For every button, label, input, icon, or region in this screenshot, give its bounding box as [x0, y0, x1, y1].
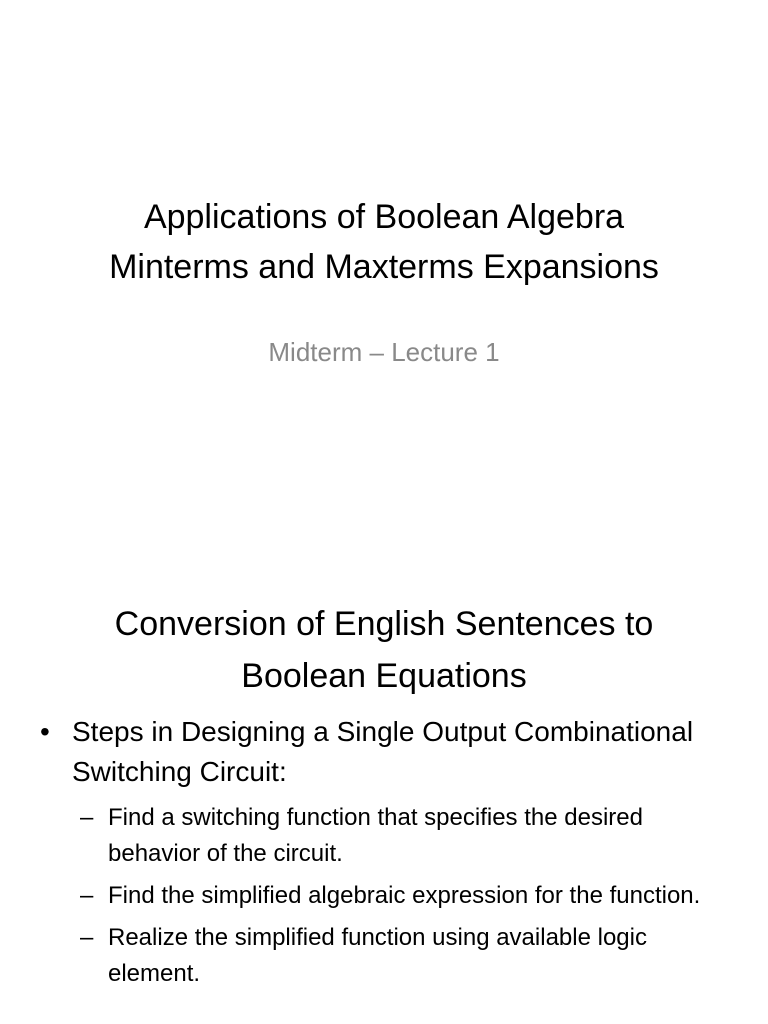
slide-title-heading [40, 192, 728, 292]
slide-content-heading [40, 598, 728, 702]
bullet-marker: • [40, 716, 50, 747]
slide-content [0, 576, 768, 1024]
slide-subtitle: Midterm – Lecture 1 [268, 337, 500, 367]
sub-bullet-text: Find the simplified algebraic expression for the function. [108, 882, 701, 909]
bullet-item [40, 712, 730, 792]
bullet-list [40, 712, 730, 998]
sub-bullet-text: Realize the simplified function using available logic element. [108, 924, 647, 987]
dash-marker: – [80, 924, 94, 951]
dash-marker: – [80, 882, 94, 909]
dash-marker: – [80, 804, 94, 831]
heading-line-2: Boolean Equations [241, 657, 527, 695]
sub-bullet-item [80, 800, 730, 872]
sub-bullet-text: Find a switching function that specifies the desired behavior of the circuit. [108, 804, 643, 867]
sub-bullet-list [40, 800, 730, 992]
sub-bullet-item [80, 920, 730, 992]
title-line-1: Applications of Boolean Algebra [143, 198, 625, 236]
bullet-text: Steps in Designing a Single Output Combinational Switching Circuit: [72, 716, 694, 787]
sub-bullet-item [80, 878, 730, 914]
heading-line-1: Conversion of English Sentences to [114, 605, 654, 643]
title-line-2: Minterms and Maxterms Expansions [109, 248, 659, 286]
